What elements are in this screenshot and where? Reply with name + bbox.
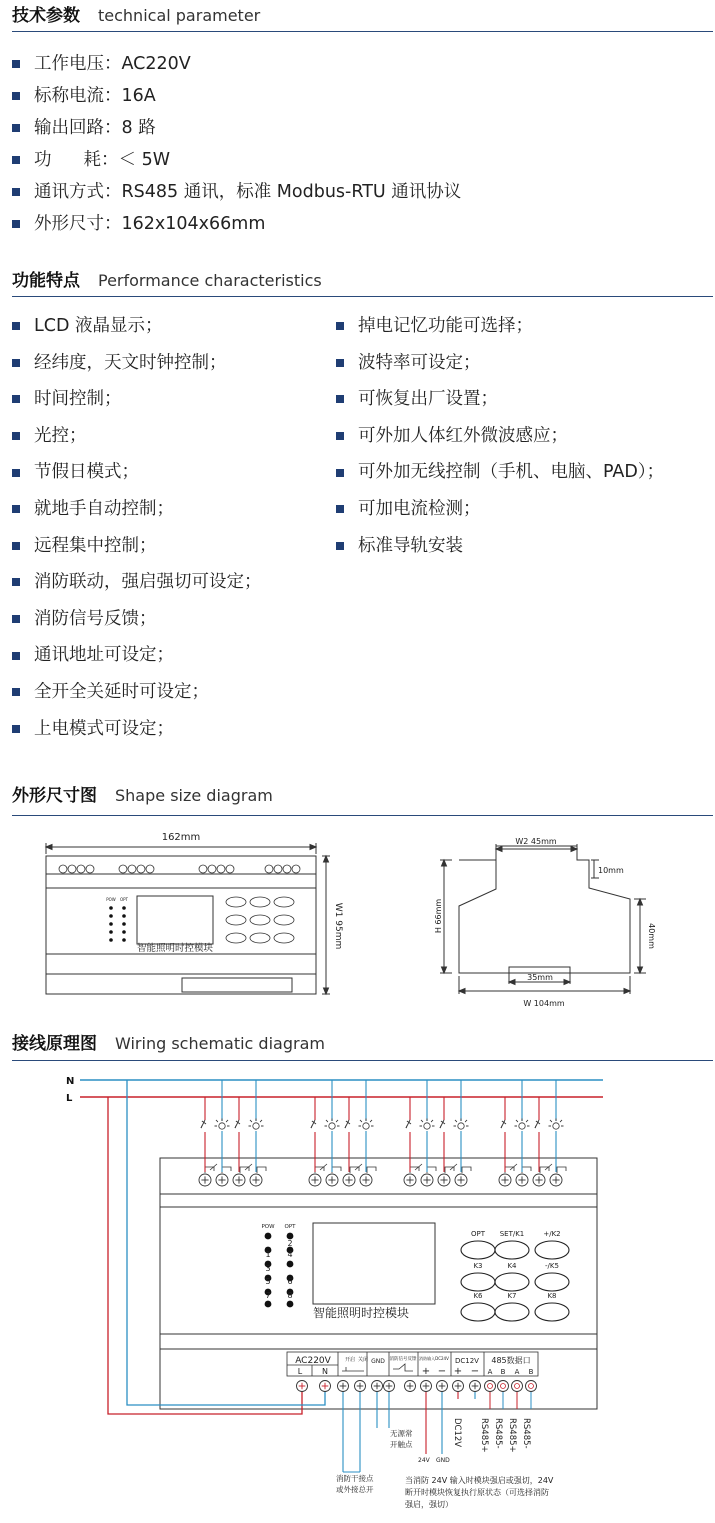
- feature-list-left: [12, 308, 262, 747]
- term-fire-input-label: 消防输入DC24V: [419, 1356, 449, 1361]
- shape-title-en: Shape size diagram: [115, 786, 273, 805]
- wiring-divider: [12, 1060, 713, 1061]
- side-h10-label: 10mm: [598, 866, 624, 875]
- led-number: 7: [265, 1291, 271, 1300]
- key-label: -/K5: [545, 1262, 559, 1270]
- perf-title-cn: 功能特点: [12, 271, 80, 291]
- led-number: 6: [287, 1277, 293, 1286]
- feature-item: 消防信号反馈；: [12, 601, 262, 638]
- led-number: 5: [265, 1277, 271, 1286]
- fire-input-note: 当消防 24V 输入时模块强启或强切，24V: [405, 1476, 554, 1485]
- perf-title-en: Performance characteristics: [98, 271, 322, 290]
- rs485-label: RS485-: [521, 1418, 531, 1449]
- spec-item: 输出回路：8 路: [12, 112, 461, 144]
- front-height-label: W1 95mm: [333, 902, 343, 950]
- relay-symbol: [205, 1167, 231, 1173]
- spec-item: 通讯方式：RS485 通讯，标准 Modbus-RTU 通讯协议: [12, 176, 461, 208]
- spec-item: 功 耗：＜ 5W: [12, 144, 461, 176]
- keypad: [461, 1230, 569, 1321]
- fire-input-note: 强启，强切）: [405, 1500, 453, 1509]
- relay-symbol: [315, 1167, 341, 1173]
- key-label: K8: [547, 1292, 557, 1300]
- wiring-opt: OPT: [284, 1224, 296, 1230]
- svg-text:−: −: [437, 1366, 447, 1377]
- term-n-label: N: [322, 1367, 328, 1376]
- key-button[interactable]: [461, 1241, 495, 1259]
- shape-size-diagram: [0, 826, 715, 1016]
- key-button[interactable]: [495, 1241, 529, 1259]
- term-dc12-label: DC12V: [455, 1357, 479, 1365]
- feature-item: 全开全关延时可设定；: [12, 674, 262, 711]
- key-button[interactable]: [535, 1303, 569, 1321]
- relay-symbol: [505, 1167, 531, 1173]
- tech-title-cn: 技术参数: [12, 6, 80, 26]
- led-number: 8: [287, 1291, 293, 1300]
- feature-item: 通讯地址可设定；: [12, 637, 262, 674]
- feature-item: 可恢复出厂设置；: [336, 381, 664, 418]
- relay-symbol: [540, 1167, 566, 1173]
- feature-item: 可外加人体红外微波感应；: [336, 418, 664, 455]
- led-number: 3: [265, 1264, 271, 1273]
- feature-item: 可外加无线控制（手机、电脑、PAD）；: [336, 454, 664, 491]
- led-number: 2: [287, 1239, 293, 1248]
- front-opt: OPT: [119, 897, 129, 902]
- bus-l-label: L: [66, 1093, 73, 1104]
- key-label: +/K2: [543, 1230, 561, 1238]
- key-label: OPT: [470, 1230, 486, 1238]
- term-b2-label: B: [528, 1368, 534, 1376]
- shape-title-cn: 外形尺寸图: [12, 786, 97, 806]
- front-pow: POW: [106, 897, 116, 902]
- tech-divider: [12, 31, 713, 32]
- tech-section-header: [12, 1, 260, 26]
- status-led-group: [265, 1233, 294, 1308]
- side-h-label: H 66mm: [434, 898, 443, 934]
- front-width-label: 162mm: [161, 832, 201, 843]
- rs485-label: RS485+: [507, 1418, 517, 1453]
- term-a1-label: A: [487, 1368, 493, 1376]
- feature-item: 可加电流检测；: [336, 491, 664, 528]
- key-label: K4: [507, 1262, 517, 1270]
- side-w35-label: 35mm: [527, 973, 553, 982]
- feature-item: 掉电记忆功能可选择；: [336, 308, 664, 345]
- rs485-label: RS485+: [479, 1418, 489, 1453]
- key-button[interactable]: [535, 1241, 569, 1259]
- key-button[interactable]: [535, 1273, 569, 1291]
- term-open-label: 开启: [345, 1357, 356, 1363]
- perf-section-header: [12, 266, 322, 291]
- feature-item: 光控；: [12, 418, 262, 455]
- rs485-label: RS485-: [493, 1418, 503, 1449]
- led-dot: [287, 1261, 294, 1268]
- gnd-label: GND: [436, 1457, 450, 1464]
- wiring-title-cn: 接线原理图: [12, 1034, 97, 1054]
- feature-item: 时间控制；: [12, 381, 262, 418]
- term-ac-label: AC220V: [295, 1356, 331, 1366]
- output-terminal-groups: [199, 1080, 566, 1186]
- spec-item: 外形尺寸：162x104x66mm: [12, 208, 461, 240]
- side-w2-label: W2 45mm: [515, 837, 557, 846]
- led-dot: [265, 1301, 272, 1308]
- key-label: K3: [473, 1262, 483, 1270]
- term-l-label: L: [297, 1367, 303, 1376]
- feature-item: 节假日模式；: [12, 454, 262, 491]
- led-number: 1: [265, 1250, 271, 1259]
- term-b1-label: B: [500, 1368, 506, 1376]
- shape-divider: [12, 815, 713, 816]
- fire-contact-note: 或外接总开: [336, 1485, 374, 1494]
- term-gnd-label: GND: [371, 1358, 385, 1365]
- terminal-screw: [498, 1381, 509, 1392]
- fire-contact-note: 消防干接点: [336, 1474, 374, 1483]
- terminal-screw: [512, 1381, 523, 1392]
- key-button[interactable]: [495, 1303, 529, 1321]
- relay-symbol: [445, 1167, 471, 1173]
- tech-title-en: technical parameter: [98, 6, 261, 25]
- term-fire-feedback-label: 消防信号反馈: [389, 1357, 417, 1362]
- key-button[interactable]: [461, 1273, 495, 1291]
- terminal-screw: [526, 1381, 537, 1392]
- terminal-screw: [485, 1381, 496, 1392]
- feature-item: 经纬度，天文时钟控制；: [12, 345, 262, 382]
- shape-section-header: [12, 781, 273, 806]
- feature-item: 远程集中控制；: [12, 528, 262, 565]
- svg-text:−: −: [470, 1366, 480, 1377]
- dc12v-label: DC12V: [452, 1418, 462, 1448]
- key-label: K6: [473, 1292, 483, 1300]
- wiring-diagram: [0, 1066, 715, 1523]
- feature-item: 就地手自动控制；: [12, 491, 262, 528]
- svg-text:+: +: [421, 1366, 431, 1377]
- fire-input-note: 断开时模块恢复执行原状态（可选择消防: [405, 1488, 549, 1497]
- svg-text:+: +: [453, 1366, 463, 1377]
- term-485-label: 485数据口: [491, 1356, 531, 1365]
- feature-item: 标准导轨安装: [336, 528, 664, 565]
- nc-contact-label: 开触点: [390, 1440, 413, 1449]
- wiring-pow: POW: [261, 1224, 275, 1230]
- wiring-title-en: Wiring schematic diagram: [115, 1034, 325, 1053]
- spec-item: 标称电流：16A: [12, 80, 461, 112]
- feature-item: 消防联动，强启强切可设定；: [12, 564, 262, 601]
- feature-item: 波特率可设定；: [336, 345, 664, 382]
- key-button[interactable]: [461, 1303, 495, 1321]
- feature-item: 上电模式可设定；: [12, 711, 262, 748]
- side-h40-label: 40mm: [647, 923, 656, 949]
- front-module-name: 智能照明时控模块: [136, 943, 214, 954]
- spec-list: [12, 48, 461, 240]
- term-close-label: 关闭: [358, 1357, 369, 1363]
- led-dot: [287, 1301, 294, 1308]
- bus-n-label: N: [66, 1076, 75, 1087]
- nc-contact-label: 无源常: [390, 1429, 413, 1438]
- wiring-module-name: 智能照明时控模块: [313, 1306, 410, 1320]
- feature-list-right: [336, 308, 664, 564]
- key-button[interactable]: [495, 1273, 529, 1291]
- relay-symbol: [240, 1167, 266, 1173]
- relay-symbol: [350, 1167, 376, 1173]
- spec-item: 工作电压：AC220V: [12, 48, 461, 80]
- key-label: SET/K1: [499, 1230, 525, 1238]
- led-dot: [265, 1233, 272, 1240]
- key-label: K7: [507, 1292, 517, 1300]
- bottom-terminal-screws: [297, 1381, 537, 1410]
- led-number: 4: [287, 1250, 293, 1259]
- term-a2-label: A: [514, 1368, 520, 1376]
- relay-symbol: [410, 1167, 436, 1173]
- v24-label: 24V: [418, 1457, 430, 1464]
- feature-item: LCD 液晶显示；: [12, 308, 262, 345]
- wiring-section-header: [12, 1029, 325, 1054]
- perf-divider: [12, 296, 713, 297]
- side-w-label: W 104mm: [523, 999, 565, 1008]
